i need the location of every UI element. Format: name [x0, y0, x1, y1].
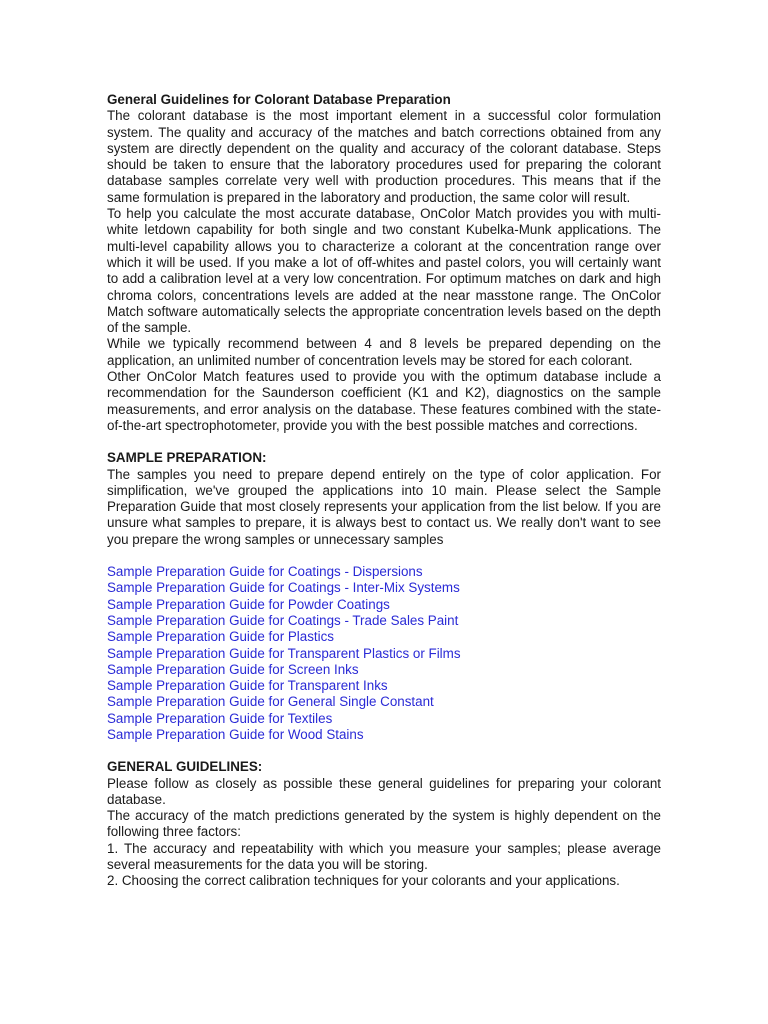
sample-preparation-heading: SAMPLE PREPARATION: [107, 450, 267, 466]
list-item [107, 580, 661, 596]
list-item [107, 727, 661, 743]
link-wood-stains[interactable]: Sample Preparation Guide for Wood Stains [107, 726, 364, 742]
sample-guide-link-list [107, 564, 661, 743]
link-coatings-dispersions[interactable]: Sample Preparation Guide for Coatings - Dispersions [107, 564, 423, 580]
link-plastics[interactable]: Sample Preparation Guide for Plastics [107, 629, 335, 645]
list-item [107, 597, 661, 613]
link-screen-inks[interactable]: Sample Preparation Guide for Screen Inks [107, 661, 359, 677]
list-item [107, 646, 661, 662]
general-paragraph-2: The accuracy of the match predictions generated by the system is highly dependent on the following three factors: [107, 808, 661, 840]
section-spacer [107, 743, 661, 759]
list-item [107, 662, 661, 678]
list-item [107, 711, 661, 727]
list-item [107, 694, 661, 710]
link-textiles[interactable]: Sample Preparation Guide for Textiles [107, 710, 333, 726]
link-general-single-constant[interactable]: Sample Preparation Guide for General Single Constant [107, 694, 434, 710]
link-transparent-plastics[interactable]: Sample Preparation Guide for Transparent Plastics or Films [107, 645, 461, 661]
general-paragraph-1: Please follow as closely as possible these general guidelines for preparing your colorant database. [107, 775, 661, 807]
document-title: General Guidelines for Colorant Database Preparation [107, 92, 451, 107]
list-item [107, 678, 661, 694]
general-guidelines-heading: GENERAL GUIDELINES: [107, 759, 263, 775]
list-item [107, 564, 661, 580]
section-spacer [107, 434, 661, 450]
list-item [107, 613, 661, 629]
link-trade-sales-paint[interactable]: Sample Preparation Guide for Coatings - Trade Sales Paint [107, 612, 459, 628]
general-paragraph-3: 1. The accuracy and repeatability with which you measure your samples; please average several measurements for the data you will be storing. [107, 840, 661, 873]
intro-paragraph-2: To help you calculate the most accurate database, OnColor Match provides you with multi-white letdown capability for both single and two constant Kubelka-Munk applications. The multi-level capability allows you to characterize a colorant at the concentration range over which it will be used. If you make a lot of off-whites and pastel colors, you will certainly want to add a calibration level at a very low concentration. For optimum matches on dark and high chroma colors, concentrations levels are added at the near masstone range. The OnColor Match software automatically selects the appropriate concentration levels based on the depth of the sample. [107, 206, 661, 336]
intro-paragraph-3: While we typically recommend between 4 and 8 levels be prepared depending on the application, an unlimited number of concentration levels may be stored for each colorant. [107, 336, 661, 368]
intro-paragraph-4: Other OnColor Match features used to provide you with the optimum database include a recommendation for the Saunderson coefficient (K1 and K2), diagnostics on the sample measurements, and error analysis on the database. These features combined with the state-of-the-art spectrophotometer, provide you with the best possible matches and corrections. [107, 369, 661, 433]
sample-preparation-paragraph: The samples you need to prepare depend entirely on the type of color application. For simplification, we've grouped the applications into 10 main. Please select the Sample Preparation Guide that most closely represents your application from the list below. If you are unsure what samples to prepare, it is always best to contact us. We really don't want to see you prepare the wrong samples or unnecessary samples [107, 466, 661, 547]
intro-paragraph-1: The colorant database is the most important element in a successful color formulation system. The quality and accuracy of the matches and batch corrections obtained from any system are directly dependent on the quality and accuracy of the colorant database. Steps should be taken to ensure that the laboratory procedures used for preparing the colorant database samples correlate very well with production procedures. This means that if the same formulation is prepared in the laboratory and production, the same color will result. [107, 108, 661, 205]
link-powder-coatings[interactable]: Sample Preparation Guide for Powder Coatings [107, 596, 390, 612]
link-coatings-inter-mix[interactable]: Sample Preparation Guide for Coatings - Inter-Mix Systems [107, 580, 460, 596]
link-transparent-inks[interactable]: Sample Preparation Guide for Transparent Inks [107, 678, 388, 694]
list-item [107, 629, 661, 645]
document-page [107, 92, 661, 890]
section-spacer [107, 548, 661, 564]
general-paragraph-4: 2. Choosing the correct calibration techniques for your colorants and your applications. [107, 873, 620, 889]
